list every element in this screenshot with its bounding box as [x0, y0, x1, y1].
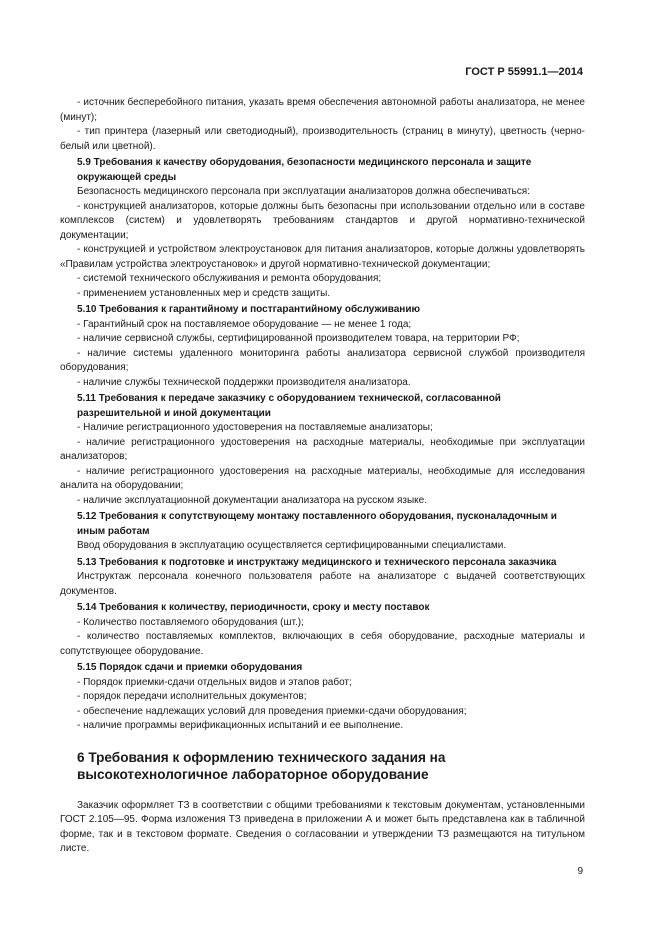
paragraph: - наличие регистрационного удостоверения на расходные материалы, необходимые для исследования аналита на оборудовании;: [60, 465, 585, 491]
section-heading: 5.14 Требования к количеству, периодичности, сроку и месту поставок: [77, 602, 430, 613]
paragraph: - источник бесперебойного питания, указать время обеспечения автономной работы анализатора, не менее (минут);: [60, 97, 585, 123]
chapter-heading: 6 Требования к оформлению технического задания на высокотехнологичное лабораторное оборудование: [77, 749, 446, 782]
paragraph: - количество поставляемых комплектов, включающих в себя оборудование, расходные материалы и сопутствующее оборудование.: [60, 631, 585, 657]
paragraph: - Порядок приемки-сдачи отдельных видов и этапов работ;: [77, 676, 352, 688]
paragraph: - наличие программы верификационных испытаний и ее выполнение.: [77, 720, 404, 731]
page-number: 9: [577, 866, 583, 877]
paragraph: - конструкцией анализаторов, которые должны быть безопасны при использовании отдельно или в составе комплексов (систем) и удовлетворять требованиям стандартов и другой нормативно-технической документации;: [60, 200, 585, 241]
paragraph: - Количество поставляемого оборудования (шт.);: [77, 616, 304, 628]
paragraph: - наличие эксплуатационной документации анализатора на русском языке.: [77, 494, 427, 506]
paragraph: - применением установленных мер и средств защиты.: [77, 287, 331, 299]
paragraph: Ввод оборудования в эксплуатацию осуществляется сертифицированными специалистами.: [77, 540, 507, 551]
paragraph: - конструкцией и устройством электроустановок для питания анализаторов, которые должны удовлетворять «Правилам устройства электроустановок» и другой нормативно-технической документации;: [60, 244, 585, 270]
paragraph: Заказчик оформляет ТЗ в соответствии с общими требованиями к текстовым документам, установленными ГОСТ 2.105—95. Форма изложения ТЗ приведена в приложении А и может быть представлена как в табличной форме, так и в текстовом формате. Сведения о согласовании и утверждении ТЗ размещаются на титульном листе.: [60, 799, 585, 854]
paragraph: - Наличие регистрационного удостоверения на поставляемые анализаторы;: [77, 422, 433, 433]
paragraph: - порядок передачи исполнительных документов;: [77, 691, 307, 702]
paragraph: - обеспечение надлежащих условий для проведения приемки-сдачи оборудования;: [77, 705, 467, 717]
document-header: ГОСТ Р 55991.1—2014: [465, 66, 583, 78]
paragraph: Безопасность медицинского персонала при эксплуатации анализаторов должна обеспечиваться:: [77, 186, 530, 197]
paragraph: Инструктаж персонала конечного пользователя работе на анализаторе с выдачей соответствующих документов.: [60, 571, 585, 597]
section-heading: 5.12 Требования к сопутствующему монтажу поставленного оборудования, пусконаладочным и иным работам: [77, 511, 557, 537]
paragraph: - наличие сервисной службы, сертифицированной производителем товара, на территории РФ;: [77, 333, 520, 344]
section-heading: 5.13 Требования к подготовке и инструктажу медицинского и технического персонала заказчика: [77, 556, 557, 568]
section-heading: 5.11 Требования к передаче заказчику с оборудованием технической, согласованной разрешительной и иной документации: [77, 393, 501, 419]
paragraph: - наличие службы технической поддержки производителя анализатора.: [77, 376, 411, 388]
section-heading: 5.15 Порядок сдачи и приемки оборудования: [77, 662, 303, 673]
paragraph: - наличие системы удаленного мониторинга работы анализатора сервисной службой производителя оборудования;: [60, 347, 585, 373]
paragraph: - системой технического обслуживания и ремонта оборудования;: [77, 273, 382, 284]
paragraph: - Гарантийный срок на поставляемое оборудование — не менее 1 года;: [77, 318, 412, 330]
section-heading: 5.10 Требования к гарантийному и постгарантийному обслуживанию: [77, 304, 421, 315]
paragraph: - тип принтера (лазерный или светодиодный), производительность (страниц в минуту), цветность (черно-белый или цветной).: [60, 126, 585, 152]
section-heading: 5.9 Требования к качеству оборудования, безопасности медицинского персонала и защите окружающей среды: [77, 157, 532, 183]
paragraph: - наличие регистрационного удостоверения на расходные материалы, необходимые при эксплуатации анализаторов;: [60, 436, 585, 462]
page-body: [60, 96, 585, 857]
